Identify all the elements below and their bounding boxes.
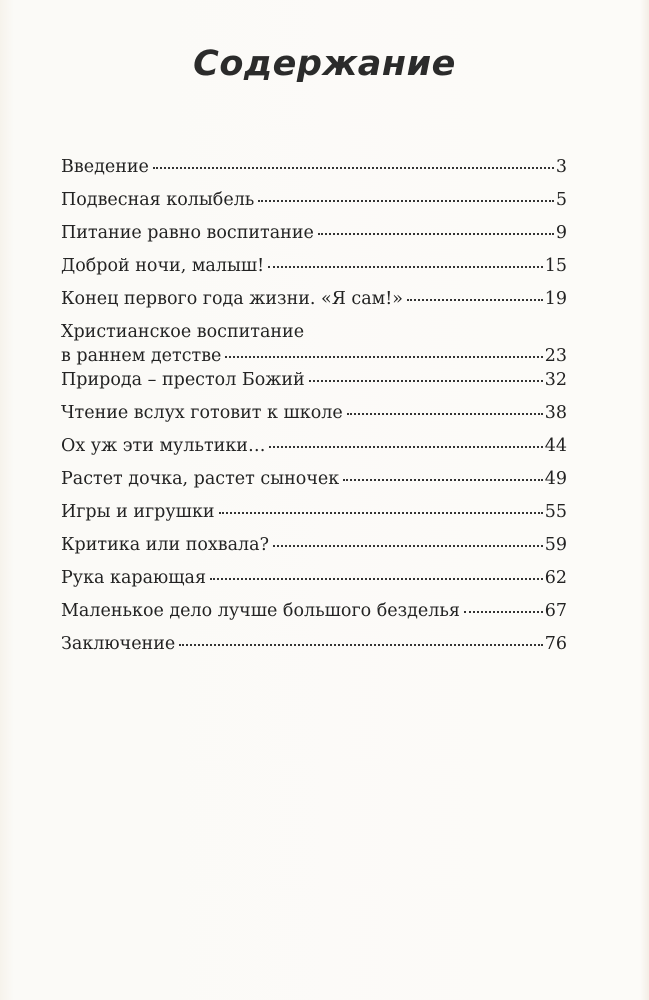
toc-entry [61,188,567,221]
toc-entry-page: 62 [544,568,567,588]
toc-entry [61,632,567,665]
dot-leader [153,167,554,169]
toc-entry-label: Природа – престол Божий [61,370,305,390]
dot-leader [343,479,543,481]
dot-leader [309,380,543,382]
toc-entry [61,254,567,287]
toc-entry [61,401,567,434]
toc-entry-page: 23 [544,346,567,366]
toc-entry-page: 55 [544,502,567,522]
toc-entry [61,434,567,467]
toc-entry [61,500,567,533]
toc-entry [61,320,567,368]
toc-entry [61,566,567,599]
toc-entry-page: 32 [544,370,567,390]
dot-leader [269,446,542,448]
toc-entry-page: 19 [544,289,567,309]
toc-entry-label: Введение [61,157,149,177]
toc-entry-label: Питание равно воспитание [61,223,314,243]
toc-entry-label: Игры и игрушки [61,502,215,522]
toc-entry-label: Заключение [61,634,176,654]
toc-entry [61,467,567,500]
toc-entry-label: Чтение вслух готовит к школе [61,403,343,423]
dot-leader [210,578,543,580]
page-title: Содержание [193,44,456,84]
toc-entry-label: Конец первого года жизни. «Я сам!» [61,289,404,309]
toc-entry-page: 15 [544,256,567,276]
toc-entry-label: Подвесная колыбель [61,190,255,210]
toc-entry [61,287,567,320]
table-of-contents [61,155,567,665]
toc-entry [61,368,567,401]
dot-leader [258,200,554,202]
toc-entry-label: Доброй ночи, малыш! [61,256,265,276]
toc-entry-label-line1: Христианское воспитание [61,322,305,342]
dot-leader [225,356,542,358]
toc-entry-label: Маленькое дело лучше большого безделья [61,601,460,621]
toc-entry [61,599,567,632]
dot-leader [273,545,543,547]
dot-leader [464,611,543,613]
toc-entry [61,221,567,254]
dot-leader [219,512,543,514]
toc-entry-label: Растет дочка, растет сыночек [61,469,340,489]
toc-entry-page: 59 [544,535,567,555]
toc-entry-label: Рука карающая [61,568,206,588]
toc-entry-page: 49 [544,469,567,489]
dot-leader [179,644,542,646]
toc-entry [61,533,567,566]
toc-entry-page: 9 [555,223,567,243]
toc-entry-page: 3 [555,157,567,177]
dot-leader [407,299,543,301]
toc-entry-page: 5 [555,190,567,210]
toc-entry-page: 76 [544,634,567,654]
toc-entry-label-line2: в раннем детстве [61,346,222,366]
toc-entry [61,155,567,188]
dot-leader [268,266,543,268]
dot-leader [347,413,543,415]
dot-leader [318,233,554,235]
toc-entry-page: 67 [544,601,567,621]
toc-entry-label: Критика или похвала? [61,535,269,555]
toc-entry-page: 38 [544,403,567,423]
toc-entry-label: Ох уж эти мультики… [61,436,266,456]
toc-entry-page: 44 [544,436,567,456]
